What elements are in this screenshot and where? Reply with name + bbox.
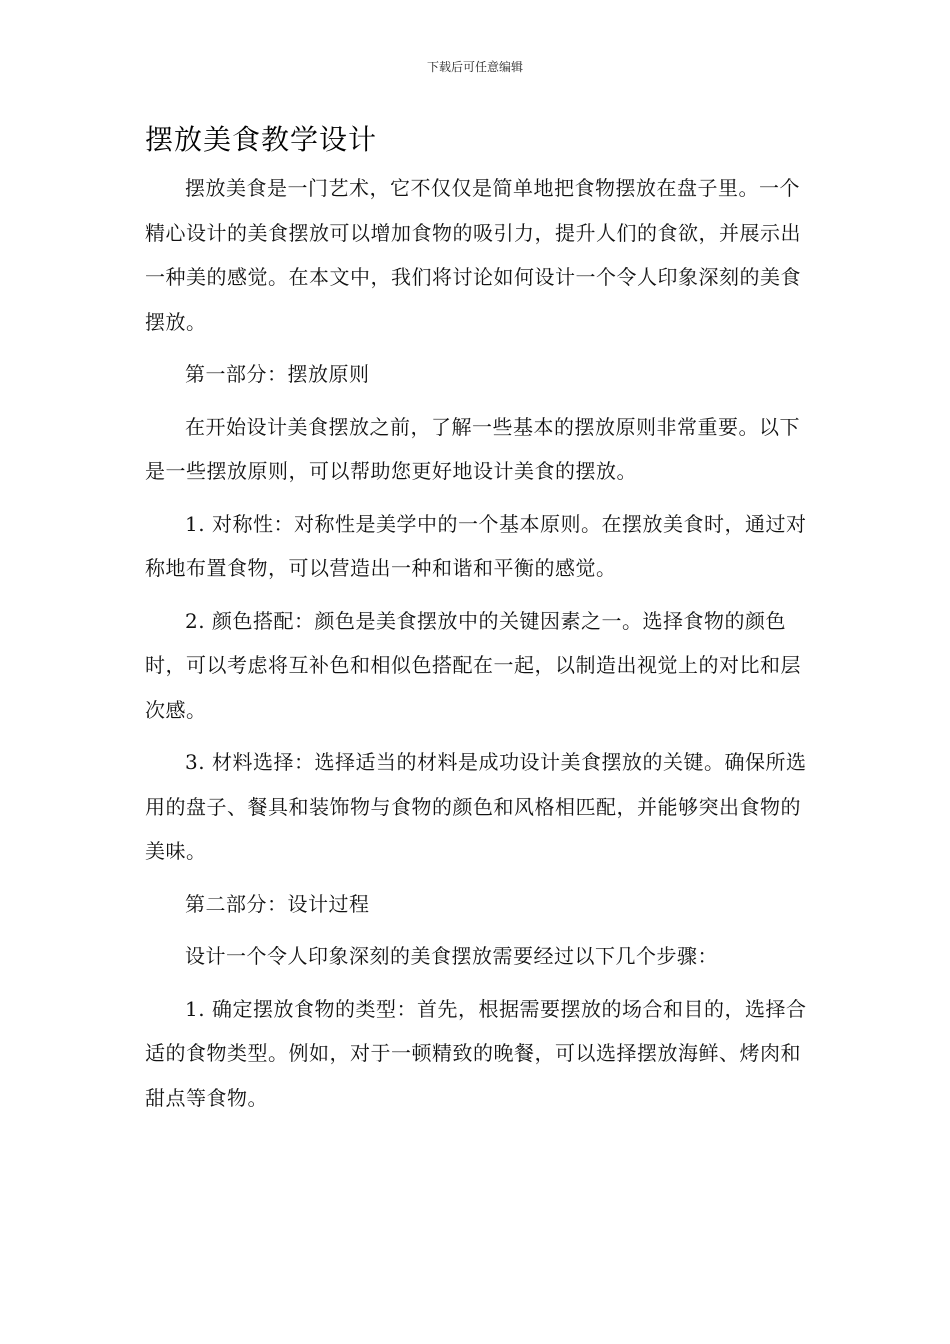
process-step-1: 1. 确定摆放食物的类型：首先，根据需要摆放的场合和目的，选择合适的食物类型。例如，对于一顿精致的晚餐，可以选择摆放海鲜、烤肉和甜点等食物。 [145, 996, 807, 1110]
document-body [145, 166, 810, 1128]
principle-color: 2. 颜色搭配：颜色是美食摆放中的关键因素之一。选择食物的颜色时，可以考虑将互补色和相似色搭配在一起，以制造出视觉上的对比和层次感。 [145, 608, 801, 722]
principle-symmetry: 1. 对称性：对称性是美学中的一个基本原则。在摆放美食时，通过对称地布置食物，可以营造出一种和谐和平衡的感觉。 [145, 511, 807, 580]
principles-intro-paragraph: 在开始设计美食摆放之前，了解一些基本的摆放原则非常重要。以下是一些摆放原则，可以帮助您更好地设计美食的摆放。 [145, 414, 800, 483]
document-title: 摆放美食教学设计 [145, 123, 378, 156]
intro-paragraph: 摆放美食是一门艺术，它不仅仅是简单地把食物摆放在盘子里。一个精心设计的美食摆放可以增加食物的吸引力，提升人们的食欲，并展示出一种美的感觉。在本文中，我们将讨论如何设计一个令人印象深刻的美食摆放。 [145, 176, 801, 334]
section-heading-principles: 第一部分：摆放原则 [185, 362, 370, 386]
header-note: 下载后可任意编辑 [426, 60, 523, 74]
process-intro-paragraph: 设计一个令人印象深刻的美食摆放需要经过以下几个步骤： [185, 944, 718, 968]
section-heading-process: 第二部分：设计过程 [185, 891, 370, 916]
principle-materials: 3. 材料选择：选择适当的材料是成功设计美食摆放的关键。确保所选用的盘子、餐具和装饰物与食物的颜色和风格相匹配，并能够突出食物的美味。 [145, 750, 807, 863]
